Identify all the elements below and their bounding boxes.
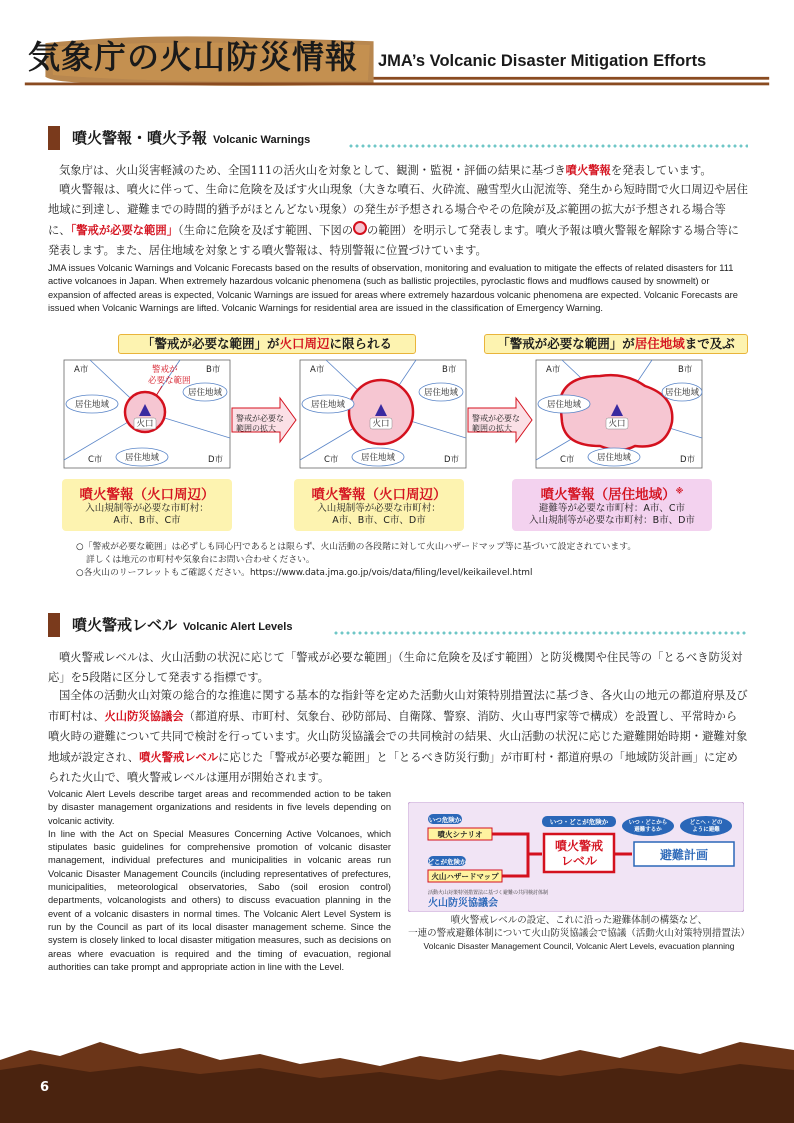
- svg-text:B市: B市: [442, 365, 457, 375]
- svg-text:居住地域: 居住地域: [360, 453, 396, 463]
- warning-box-crater-1: 噴火警報（火口周辺） 入山規制等が必要な市町村： A市、B市、C市: [62, 479, 232, 531]
- svg-text:ように避難: ように避難: [692, 827, 720, 833]
- svg-text:範囲の拡大: 範囲の拡大: [236, 424, 276, 433]
- svg-text:D市: D市: [444, 455, 460, 465]
- section2-paragraph-1: 噴火警戒レベルは、火山活動の状況に応じて「警戒が必要な範囲」（生命に危険を及ぼす範囲）と防災機関や住民等の「とるべき防災対応」を5段階に区分して発表する指標です。: [48, 651, 743, 684]
- section2-english: Volcanic Alert Levels describe target areas and recommended action to be taken by disaster management organizations and residents in five levels depending on volcanic activity. In line with the Act on Special Measures Concerning Active Volcanoes, which stipulates basic guidelines for comprehensive promotion of volcanic disaster management, individual prefectures and municipalities in volcanic areas run Volcanic Disaster Management Councils (including representatives of prefectures, municipalities, meteorological observatories, Sabo (soil erosion control) departments, volcanologists and others) to discuss evacuation planning in the event of a volcanic disasters in normal times. The Volcanic Alert Level System is run by the Council as part of its local disaster management scheme. Since the system is closely linked to local disaster mitigation measures, such as decisions on areas where evacuation is required and the timing of evacuation, regional authorities can take prompt and appropriate action in line with the Level.: [48, 789, 391, 972]
- section-title: 噴火警報・噴火予報: [72, 129, 208, 147]
- svg-text:居住地域: 居住地域: [423, 388, 459, 398]
- expand-arrow-2: [468, 398, 532, 442]
- svg-text:居住地域: 居住地域: [596, 453, 632, 463]
- dotted-rule: [333, 631, 748, 635]
- page-title-english: JMA’s Volcanic Disaster Mitigation Efforts: [378, 52, 707, 70]
- section1-paragraph-1: 気象庁は、火山災害軽減のため、全国111の活火山を対象として、観測・監視・評価の結果に基づき噴火警報を発表しています。: [59, 163, 712, 177]
- svg-text:火口: 火口: [608, 419, 626, 429]
- alert-range-diagram: [60, 358, 750, 478]
- svg-text:居住地域: 居住地域: [74, 400, 110, 410]
- svg-text:避難するか: 避難するか: [634, 827, 662, 833]
- svg-text:A市: A市: [310, 365, 325, 375]
- svg-text:どこが危険か: どこが危険か: [427, 858, 467, 866]
- svg-text:D市: D市: [208, 455, 224, 465]
- section-header-volcanic-warnings: [48, 124, 748, 150]
- svg-text:いつ・どこから: いつ・どこから: [628, 820, 668, 826]
- svg-text:C市: C市: [324, 455, 339, 465]
- svg-text:どこへ・どの: どこへ・どの: [689, 820, 723, 826]
- svg-text:警戒が必要な: 警戒が必要な: [236, 414, 284, 423]
- svg-text:噴火警戒: 噴火警戒: [554, 839, 604, 853]
- page-title: 気象庁の火山防災情報: [28, 38, 359, 76]
- warning-box-crater-2: 噴火警報（火口周辺） 入山規制等が必要な市町村： A市、B市、C市、D市: [294, 479, 464, 531]
- svg-text:居住地域: 居住地域: [310, 400, 346, 410]
- svg-text:範囲の拡大: 範囲の拡大: [472, 424, 512, 433]
- section-marker: [48, 126, 60, 150]
- svg-text:C市: C市: [88, 455, 103, 465]
- svg-text:D市: D市: [680, 455, 696, 465]
- notes: ○「警戒が必要な範囲」は必ずしも同心円であるとは限らず、火山活動の各段階に対して火山ハザードマップ等に基づいて設定されています。 詳しくは地元の市町村や気象台にお問い合わせください。 ○各火山のリーフレットもご確認ください。https://www.data.jma.go.jp/vois/data/filing/level/keikailevel.html: [76, 542, 637, 578]
- svg-text:C市: C市: [560, 455, 575, 465]
- svg-text:噴火シナリオ: 噴火シナリオ: [437, 830, 483, 839]
- svg-text:火山防災協議会: 火山防災協議会: [428, 898, 498, 909]
- svg-text:必要な範囲: 必要な範囲: [148, 376, 191, 386]
- section-title-english: Volcanic Warnings: [213, 134, 311, 146]
- pink-circle-icon: [353, 221, 367, 235]
- svg-text:火口: 火口: [136, 419, 154, 429]
- svg-text:B市: B市: [206, 365, 221, 375]
- section-header-volcanic-alert-levels: [48, 611, 748, 637]
- svg-text:レベル: レベル: [560, 854, 598, 868]
- section-title-english: Volcanic Alert Levels: [183, 621, 293, 633]
- section1-english: JMA issues Volcanic Warnings and Volcanic Forecasts based on the results of observation, monitoring and evaluation to mitigate the effects of related disasters for 111 active volcanoes in Japan. When extremely hazardous volcanic phenomena (such as ballistic projectiles, pyroclastic flows and mudflows caused by snowmelt) or expansion of affected areas is expected, Volcanic Warnings are issued for areas where extremely hazardous volcanic phenomena are expected. Volcanic Forecasts are issued when Volcanic Warnings are lifted. Volcanic Warnings for residential area are issued in the classification of Emergency Warning.: [48, 263, 738, 313]
- footer-mountain-silhouette: [0, 1020, 794, 1123]
- caption-residential-area: 「警戒が必要な範囲」が居住地域まで及ぶ: [484, 334, 748, 354]
- panel-crater-1: [64, 360, 230, 468]
- svg-text:火山ハザードマップ: 火山ハザードマップ: [431, 872, 499, 881]
- svg-text:避難計画: 避難計画: [659, 848, 709, 862]
- section-title: 噴火警戒レベル: [72, 616, 178, 634]
- warning-box-residential: 噴火警報（居住地域）※ 避難等が必要な市町村：A市、C市 入山規制等が必要な市町村：B市、D市: [512, 479, 712, 531]
- svg-text:居住地域: 居住地域: [664, 388, 700, 398]
- svg-text:いつ・どこが危険か: いつ・どこが危険か: [549, 818, 609, 826]
- panel-residential: [536, 360, 702, 468]
- section-marker: [48, 613, 60, 637]
- svg-text:居住地域: 居住地域: [546, 400, 582, 410]
- council-figure: [408, 802, 744, 912]
- section1-paragraph-2: 噴火警報は、噴火に伴って、生命に危険を及ぼす火山現象（大きな噴石、火砕流、融雪型火山泥流等、発生から短時間で火口周辺や居住地域に到達し、避難までの時間的猶予がほとんどない現象）の発生が予想される場合やその危険が及ぶ範囲の拡大が予想される場合等に、「警戒が必要な範囲」（生命に危険を及ぼす範囲、下図の の範囲）を明示して発表します。噴火予報は噴火警報を解除する場合等に発表します。また、居住地域を対象とする噴火警報は、特別警報に位置づけています。: [48, 183, 748, 257]
- caption-crater-area: 「警戒が必要な範囲」が火口周辺に限られる: [118, 334, 416, 354]
- svg-text:A市: A市: [546, 365, 561, 375]
- svg-text:活動火山対策特別措置法に基づく避難の共同検討体制: 活動火山対策特別措置法に基づく避難の共同検討体制: [428, 890, 549, 896]
- svg-text:居住地域: 居住地域: [124, 453, 160, 463]
- svg-text:B市: B市: [678, 365, 693, 375]
- figure-caption: 噴火警戒レベルの設定、これに沿った避難体制の構築など、 一連の警戒避難体制について火山防災協議会で協議（活動火山対策特別措置法） Volcanic Disaster Management Council, Volcanic Alert Levels, evacuation planning: [408, 915, 750, 951]
- svg-text:居住地域: 居住地域: [187, 388, 223, 398]
- svg-text:いつ危険か: いつ危険か: [428, 816, 462, 824]
- svg-text:警戒が必要な: 警戒が必要な: [472, 414, 520, 423]
- expand-arrow-1: [232, 398, 296, 442]
- panel-crater-2: [300, 360, 466, 468]
- section2-paragraph-2: 国全体の活動火山対策の総合的な推進に関する基本的な指針等を定めた活動火山対策特別措置法に基づき、各火山の地元の都道府県及び市町村は、火山防災協議会（都道府県、市町村、気象台、砂防部局、自衛隊、警察、消防、火山専門家等で構成）を設置し、平常時から噴火時の避難について共同で検討を行っています。火山防災協議会での共同検討の結果、火山活動の状況に応じた避難開始時期・避難対象地域が設定され、噴火警戒レベルに応じた「警戒が必要な範囲」と「とるべき防災行動」が市町村・都道府県の「地域防災計画」に定められた火山で、噴火警戒レベルは運用が開始されます。: [48, 689, 748, 784]
- svg-text:警戒が: 警戒が: [152, 365, 178, 375]
- dotted-rule: [348, 144, 748, 148]
- svg-text:火口: 火口: [372, 419, 390, 429]
- svg-text:A市: A市: [74, 365, 89, 375]
- page-number: 6: [40, 1080, 50, 1095]
